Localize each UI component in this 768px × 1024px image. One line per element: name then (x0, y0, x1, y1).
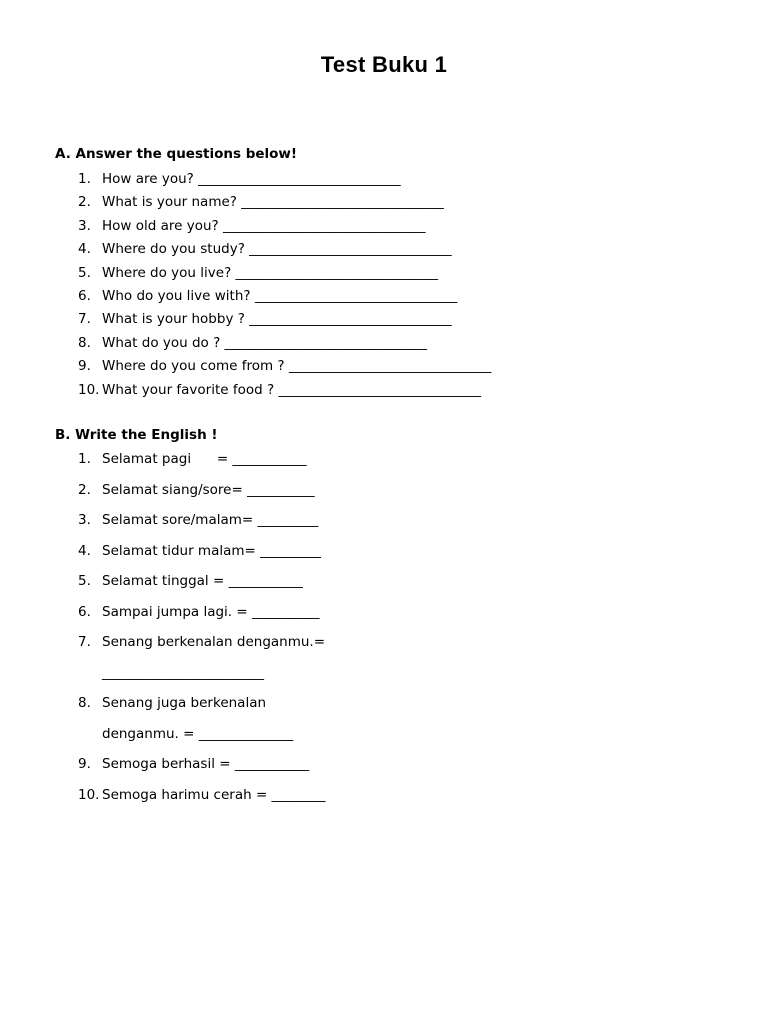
section-a-heading: A. Answer the questions below! (55, 146, 298, 162)
page-title: Test Buku 1 (320, 52, 448, 77)
section-a-list (78, 168, 738, 402)
item-number: 5. (78, 573, 91, 589)
list-item (78, 191, 738, 214)
item-number: 3. (78, 217, 91, 234)
question-text: Where do you come from ? ______________________________ (102, 358, 492, 375)
phrase-continuation: denganmu. = ______________ (102, 725, 294, 742)
item-number: 9. (78, 358, 91, 375)
item-number: 8. (78, 334, 91, 351)
list-item (78, 215, 738, 238)
item-number: 4. (78, 241, 91, 258)
answer-line: ________________________ (102, 664, 264, 681)
item-number: 1. (78, 171, 91, 187)
list-item (78, 262, 738, 285)
phrase-text: Sampai jumpa lagi. = __________ (102, 603, 320, 620)
item-number: 7. (78, 311, 91, 328)
list-item (78, 754, 738, 774)
item-number: 9. (78, 756, 91, 772)
list-item (78, 541, 738, 561)
question-text: How old are you? ______________________________ (102, 217, 426, 234)
list-item (78, 379, 738, 402)
item-number: 10. (78, 381, 100, 398)
item-number: 4. (78, 542, 91, 559)
phrase-text: Selamat siang/sore= __________ (102, 481, 315, 498)
question-text: What do you do ? ______________________________ (102, 334, 428, 351)
list-item (78, 693, 738, 713)
section-b-list (78, 449, 738, 815)
question-text: What your favorite food ? ______________________________ (102, 381, 481, 398)
question-text: Where do you study? ______________________________ (102, 241, 452, 258)
question-text: Who do you live with? ______________________________ (102, 287, 458, 304)
item-number: 6. (78, 287, 91, 304)
list-item (78, 510, 738, 530)
list-item (78, 602, 738, 622)
item-number: 5. (78, 264, 91, 281)
item-number: 1. (78, 451, 91, 467)
list-item (78, 238, 738, 261)
list-item (78, 285, 738, 308)
list-item (78, 571, 738, 591)
section-b-heading: B. Write the English ! (55, 427, 218, 443)
phrase-text: Selamat pagi = ___________ (102, 451, 307, 467)
phrase-text: Senang juga berkenalan (102, 695, 267, 711)
list-item (78, 449, 738, 469)
phrase-text: Selamat tinggal = ___________ (102, 573, 303, 589)
list-item (78, 168, 738, 191)
phrase-text: Selamat sore/malam= _________ (102, 512, 319, 528)
question-text: Where do you live? ______________________________ (102, 264, 439, 281)
list-item (78, 480, 738, 500)
item-number: 2. (78, 481, 91, 498)
item-number: 8. (78, 695, 91, 711)
item-number: 2. (78, 194, 91, 211)
list-item (78, 332, 738, 355)
item-number: 10. (78, 786, 100, 803)
phrase-text: Semoga harimu cerah = ________ (102, 786, 326, 803)
list-item (78, 632, 738, 652)
phrase-text: Semoga berhasil = ___________ (102, 756, 310, 772)
question-text: How are you? ______________________________ (102, 171, 401, 187)
item-number: 7. (78, 634, 91, 650)
list-item (78, 355, 738, 378)
question-text: What is your name? ______________________________ (102, 194, 444, 211)
item-number: 6. (78, 603, 91, 620)
question-text: What is your hobby ? ______________________________ (102, 311, 452, 328)
list-item (78, 308, 738, 331)
item-number: 3. (78, 512, 91, 528)
list-item (78, 785, 738, 805)
phrase-text: Senang berkenalan denganmu.= (102, 634, 326, 650)
phrase-text: Selamat tidur malam= _________ (102, 542, 321, 559)
